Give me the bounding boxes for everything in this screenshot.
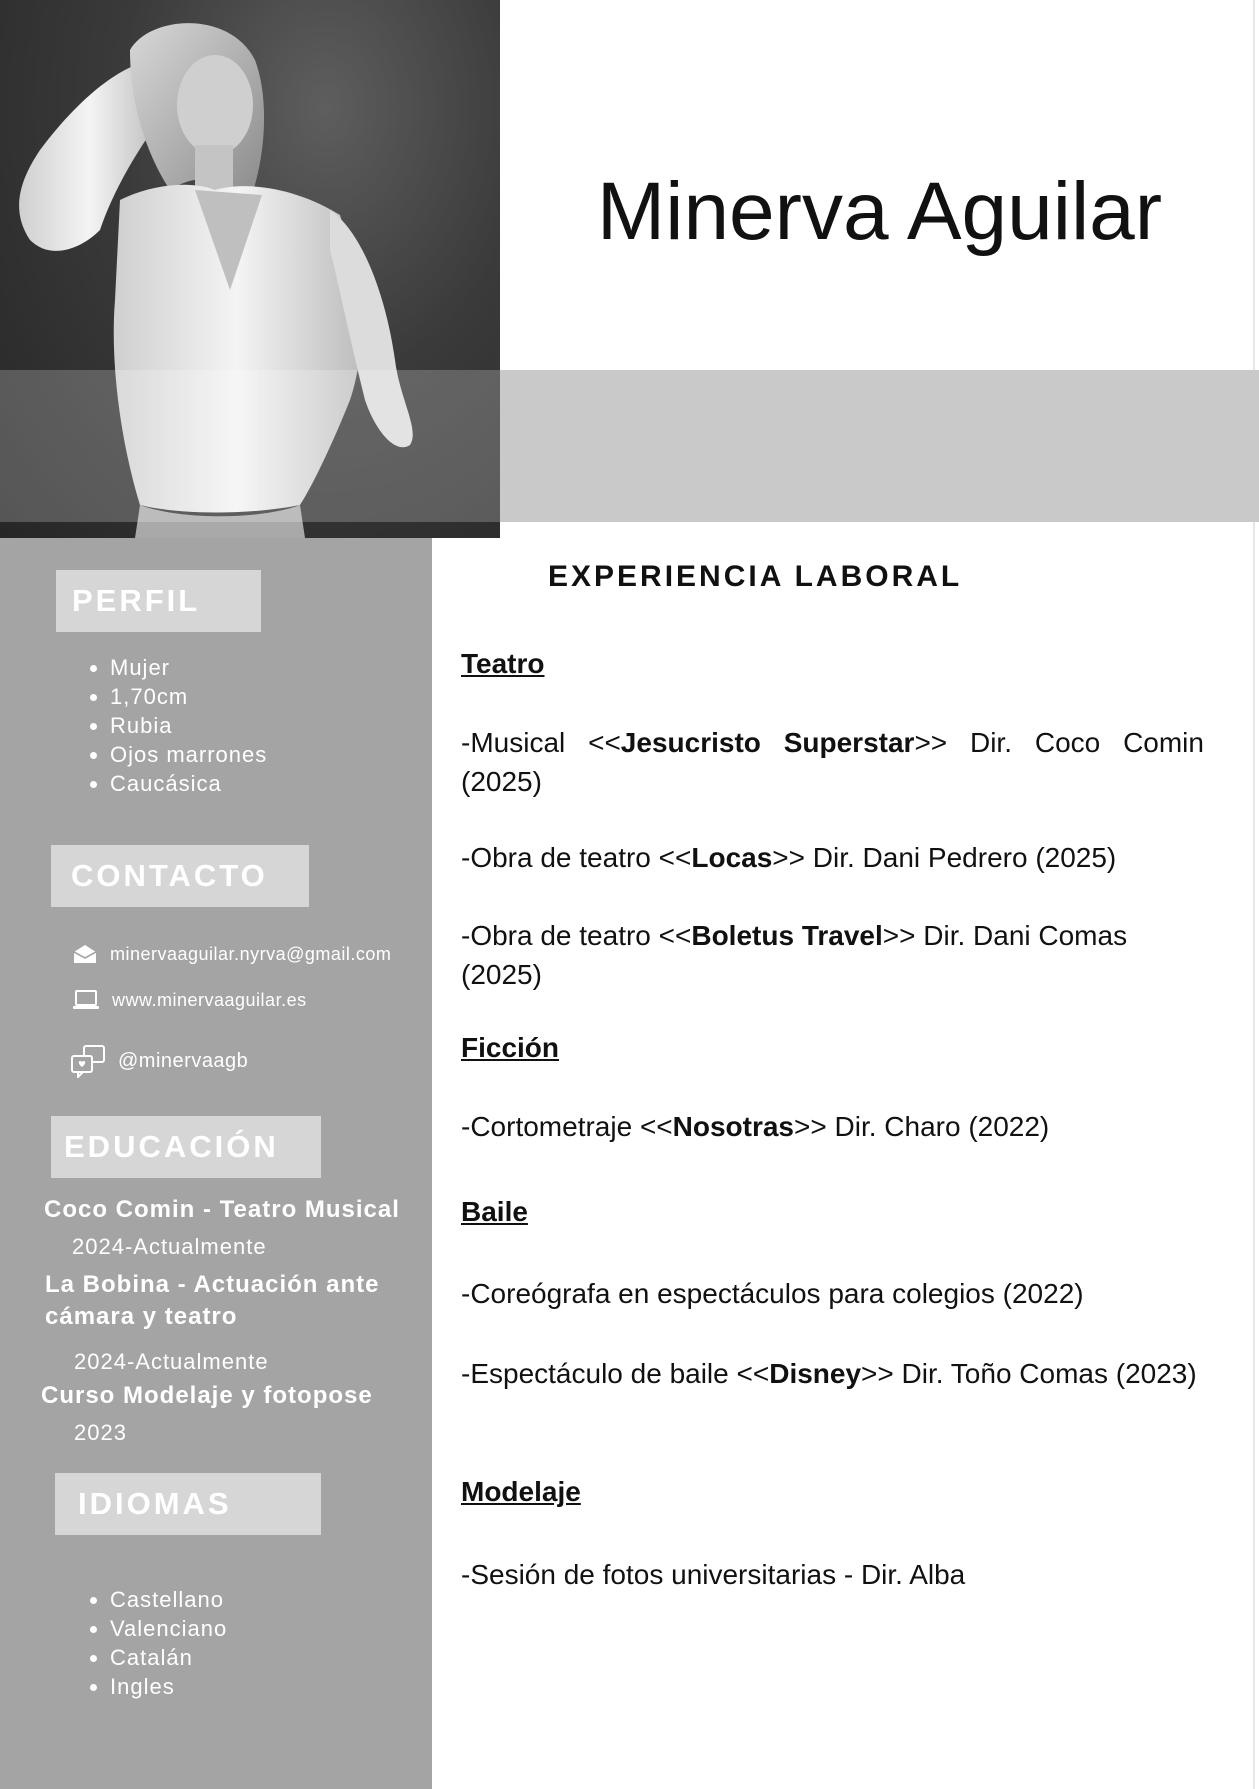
experience-entry: -Espectáculo de baile <<Disney>> Dir. Toño Comas (2023) — [461, 1358, 1197, 1389]
perfil-item: • Mujer — [110, 653, 267, 682]
work-title: Disney — [769, 1358, 862, 1389]
envelope-icon — [72, 943, 98, 965]
work-title: Locas — [691, 842, 773, 873]
perfil-item: • Ojos marrones — [110, 740, 267, 769]
education-title: La Bobina - Actuación ante — [45, 1271, 380, 1298]
contact-web-row[interactable] — [72, 989, 307, 1011]
category-baile: Baile — [461, 1196, 528, 1227]
header-gray-band — [500, 370, 1259, 522]
education-date: 2024-Actualmente — [72, 1234, 267, 1259]
page-edge-line — [1253, 0, 1255, 1789]
education-date: 2024-Actualmente — [74, 1349, 269, 1374]
laptop-icon — [72, 989, 100, 1011]
experience-heading: EXPERIENCIA LABORAL — [548, 560, 963, 593]
idiomas-list — [88, 1585, 227, 1701]
profile-photo — [0, 0, 500, 538]
idiomas-heading: IDIOMAS — [55, 1473, 321, 1535]
perfil-heading: PERFIL — [56, 570, 261, 632]
educacion-heading: EDUCACIÓN — [51, 1116, 321, 1178]
contact-website[interactable]: www.minervaaguilar.es — [112, 989, 307, 1010]
work-title: Nosotras — [672, 1111, 795, 1142]
photo-illustration — [0, 0, 500, 538]
contacto-heading: CONTACTO — [51, 845, 309, 907]
contact-email-row[interactable] — [72, 943, 391, 965]
idioma-item: • Ingles — [110, 1672, 227, 1701]
sidebar — [0, 538, 432, 1789]
experience-entry: -Obra de teatro <<Boletus Travel>> Dir. Dani Comas (2025) — [461, 920, 1128, 990]
experience-entry: -Cortometraje <<Nosotras>> Dir. Charo (2022) — [461, 1111, 1050, 1142]
education-title: Curso Modelaje y fotopose — [41, 1382, 373, 1409]
experience-entry: -Sesión de fotos universitarias - Dir. Alba — [461, 1559, 966, 1590]
perfil-list — [88, 653, 267, 798]
experience-entry: -Coreógrafa en espectáculos para colegios (2022) — [461, 1278, 1084, 1309]
idioma-item: • Valenciano — [110, 1614, 227, 1643]
contact-email[interactable]: minervaaguilar.nyrva@gmail.com — [110, 943, 392, 964]
idioma-item: • Catalán — [110, 1643, 227, 1672]
education-title: Coco Comin - Teatro Musical — [44, 1196, 400, 1223]
education-title-cont: cámara y teatro — [45, 1303, 238, 1330]
category-teatro: Teatro — [461, 648, 545, 679]
category-ficcion: Ficción — [461, 1032, 560, 1063]
perfil-item: • Rubia — [110, 711, 267, 740]
contact-social[interactable]: @minervaagb — [118, 1049, 249, 1072]
perfil-item: • 1,70cm — [110, 682, 267, 711]
candidate-name: Minerva Aguilar — [596, 166, 1163, 257]
contact-social-row[interactable] — [70, 1044, 248, 1078]
experience-entry: -Musical <<Jesucristo Superstar>> Dir. Coco Comin (2025) — [461, 727, 1204, 797]
category-modelaje: Modelaje — [461, 1476, 581, 1507]
perfil-item: • Caucásica — [110, 769, 267, 798]
work-title: Boletus Travel — [691, 920, 883, 951]
experience-entry: -Obra de teatro <<Locas>> Dir. Dani Pedrero (2025) — [461, 842, 1117, 873]
idioma-item: • Castellano — [110, 1585, 227, 1614]
education-date: 2023 — [74, 1420, 127, 1445]
social-media-icon — [70, 1044, 106, 1078]
work-title: Jesucristo Superstar — [620, 727, 915, 758]
